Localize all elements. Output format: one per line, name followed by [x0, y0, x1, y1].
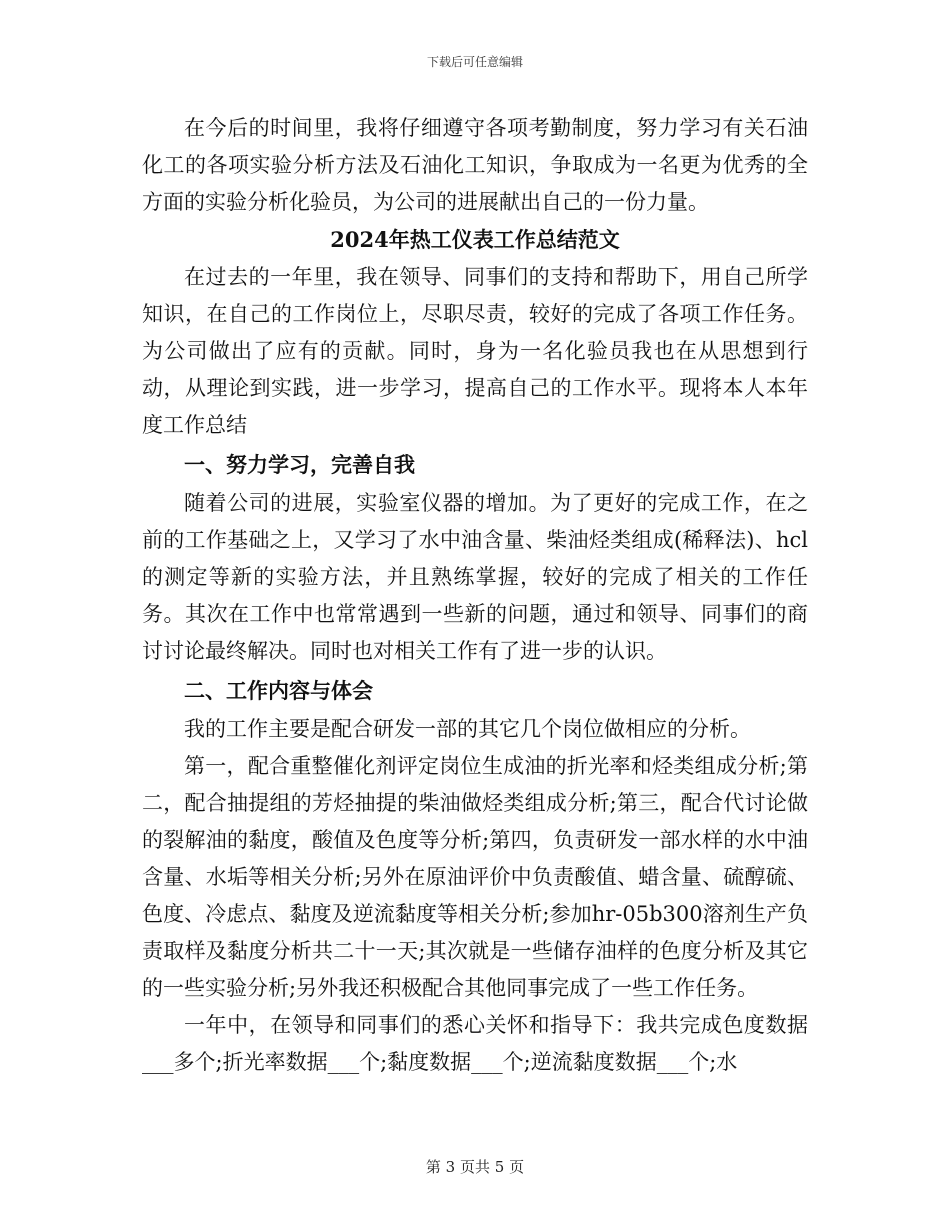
paragraph-5: 一年中，在领导和同事们的悉心关怀和指导下：我共完成色度数据___多个;折光率数据___个;黏度数据___个;逆流黏度数据___个;水	[142, 1013, 808, 1074]
section-1-heading: 一、努力学习，完善自我	[184, 452, 415, 477]
page-header	[0, 53, 950, 70]
paragraph-4: 第一，配合重整催化剂评定岗位生成油的折光率和烃类组成分析;第二，配合抽提组的芳烃抽提的柴油做烃类组成分析;第三，配合代讨论做的裂解油的黏度，酸值及色度等分析;第四，负责研发一部水样的水中油含量、水垢等相关分析;另外在原油评价中负责酸值、蜡含量、硫醇硫、色度、冷虑点、黏度及逆流黏度等相关分析;参加hr-05b300溶剂生产负责取样及黏度分析共二十一天;其次就是一些储存油样的色度分析及其它的一些实验分析;另外我还积极配合其他同事完成了一些工作任务。	[142, 754, 808, 1000]
header-text: 下载后可任意编辑	[426, 55, 523, 69]
section-2-heading: 二、工作内容与体会	[184, 678, 373, 703]
intro-paragraph: 在今后的时间里，我将仔细遵守各项考勤制度，努力学习有关石油化工的各项实验分析方法及石油化工知识，争取成为一名更为优秀的全方面的实验分析化验员，为公司的进展献出自己的一份力量。	[142, 116, 808, 214]
paragraph-1: 在过去的一年里，我在领导、同事们的支持和帮助下，用自己所学知识，在自己的工作岗位上，尽职尽责，较好的完成了各项工作任务。为公司做出了应有的贡献。同时，身为一名化验员我也在从思想到行动，从理论到实践，进一步学习，提高自己的工作水平。现将本人本年度工作总结	[142, 265, 808, 437]
paragraph-2: 随着公司的进展，实验室仪器的增加。为了更好的完成工作，在之前的工作基础之上，又学习了水中油含量、柴油烃类组成(稀释法)、hcl的测定等新的实验方法，并且熟练掌握，较好的完成了相关的工作任务。其次在工作中也常常遇到一些新的问题，通过和领导、同事们的商讨讨论最终解决。同时也对相关工作有了进一步的认识。	[142, 491, 808, 663]
page-footer	[0, 1156, 950, 1177]
paragraph-3: 我的工作主要是配合研发一部的其它几个岗位做相应的分析。	[184, 717, 751, 741]
document-body	[142, 110, 808, 1081]
page-number: 第 3 页共 5 页	[425, 1158, 525, 1176]
document-title: 2024年热工仪表工作总结范文	[330, 227, 620, 252]
